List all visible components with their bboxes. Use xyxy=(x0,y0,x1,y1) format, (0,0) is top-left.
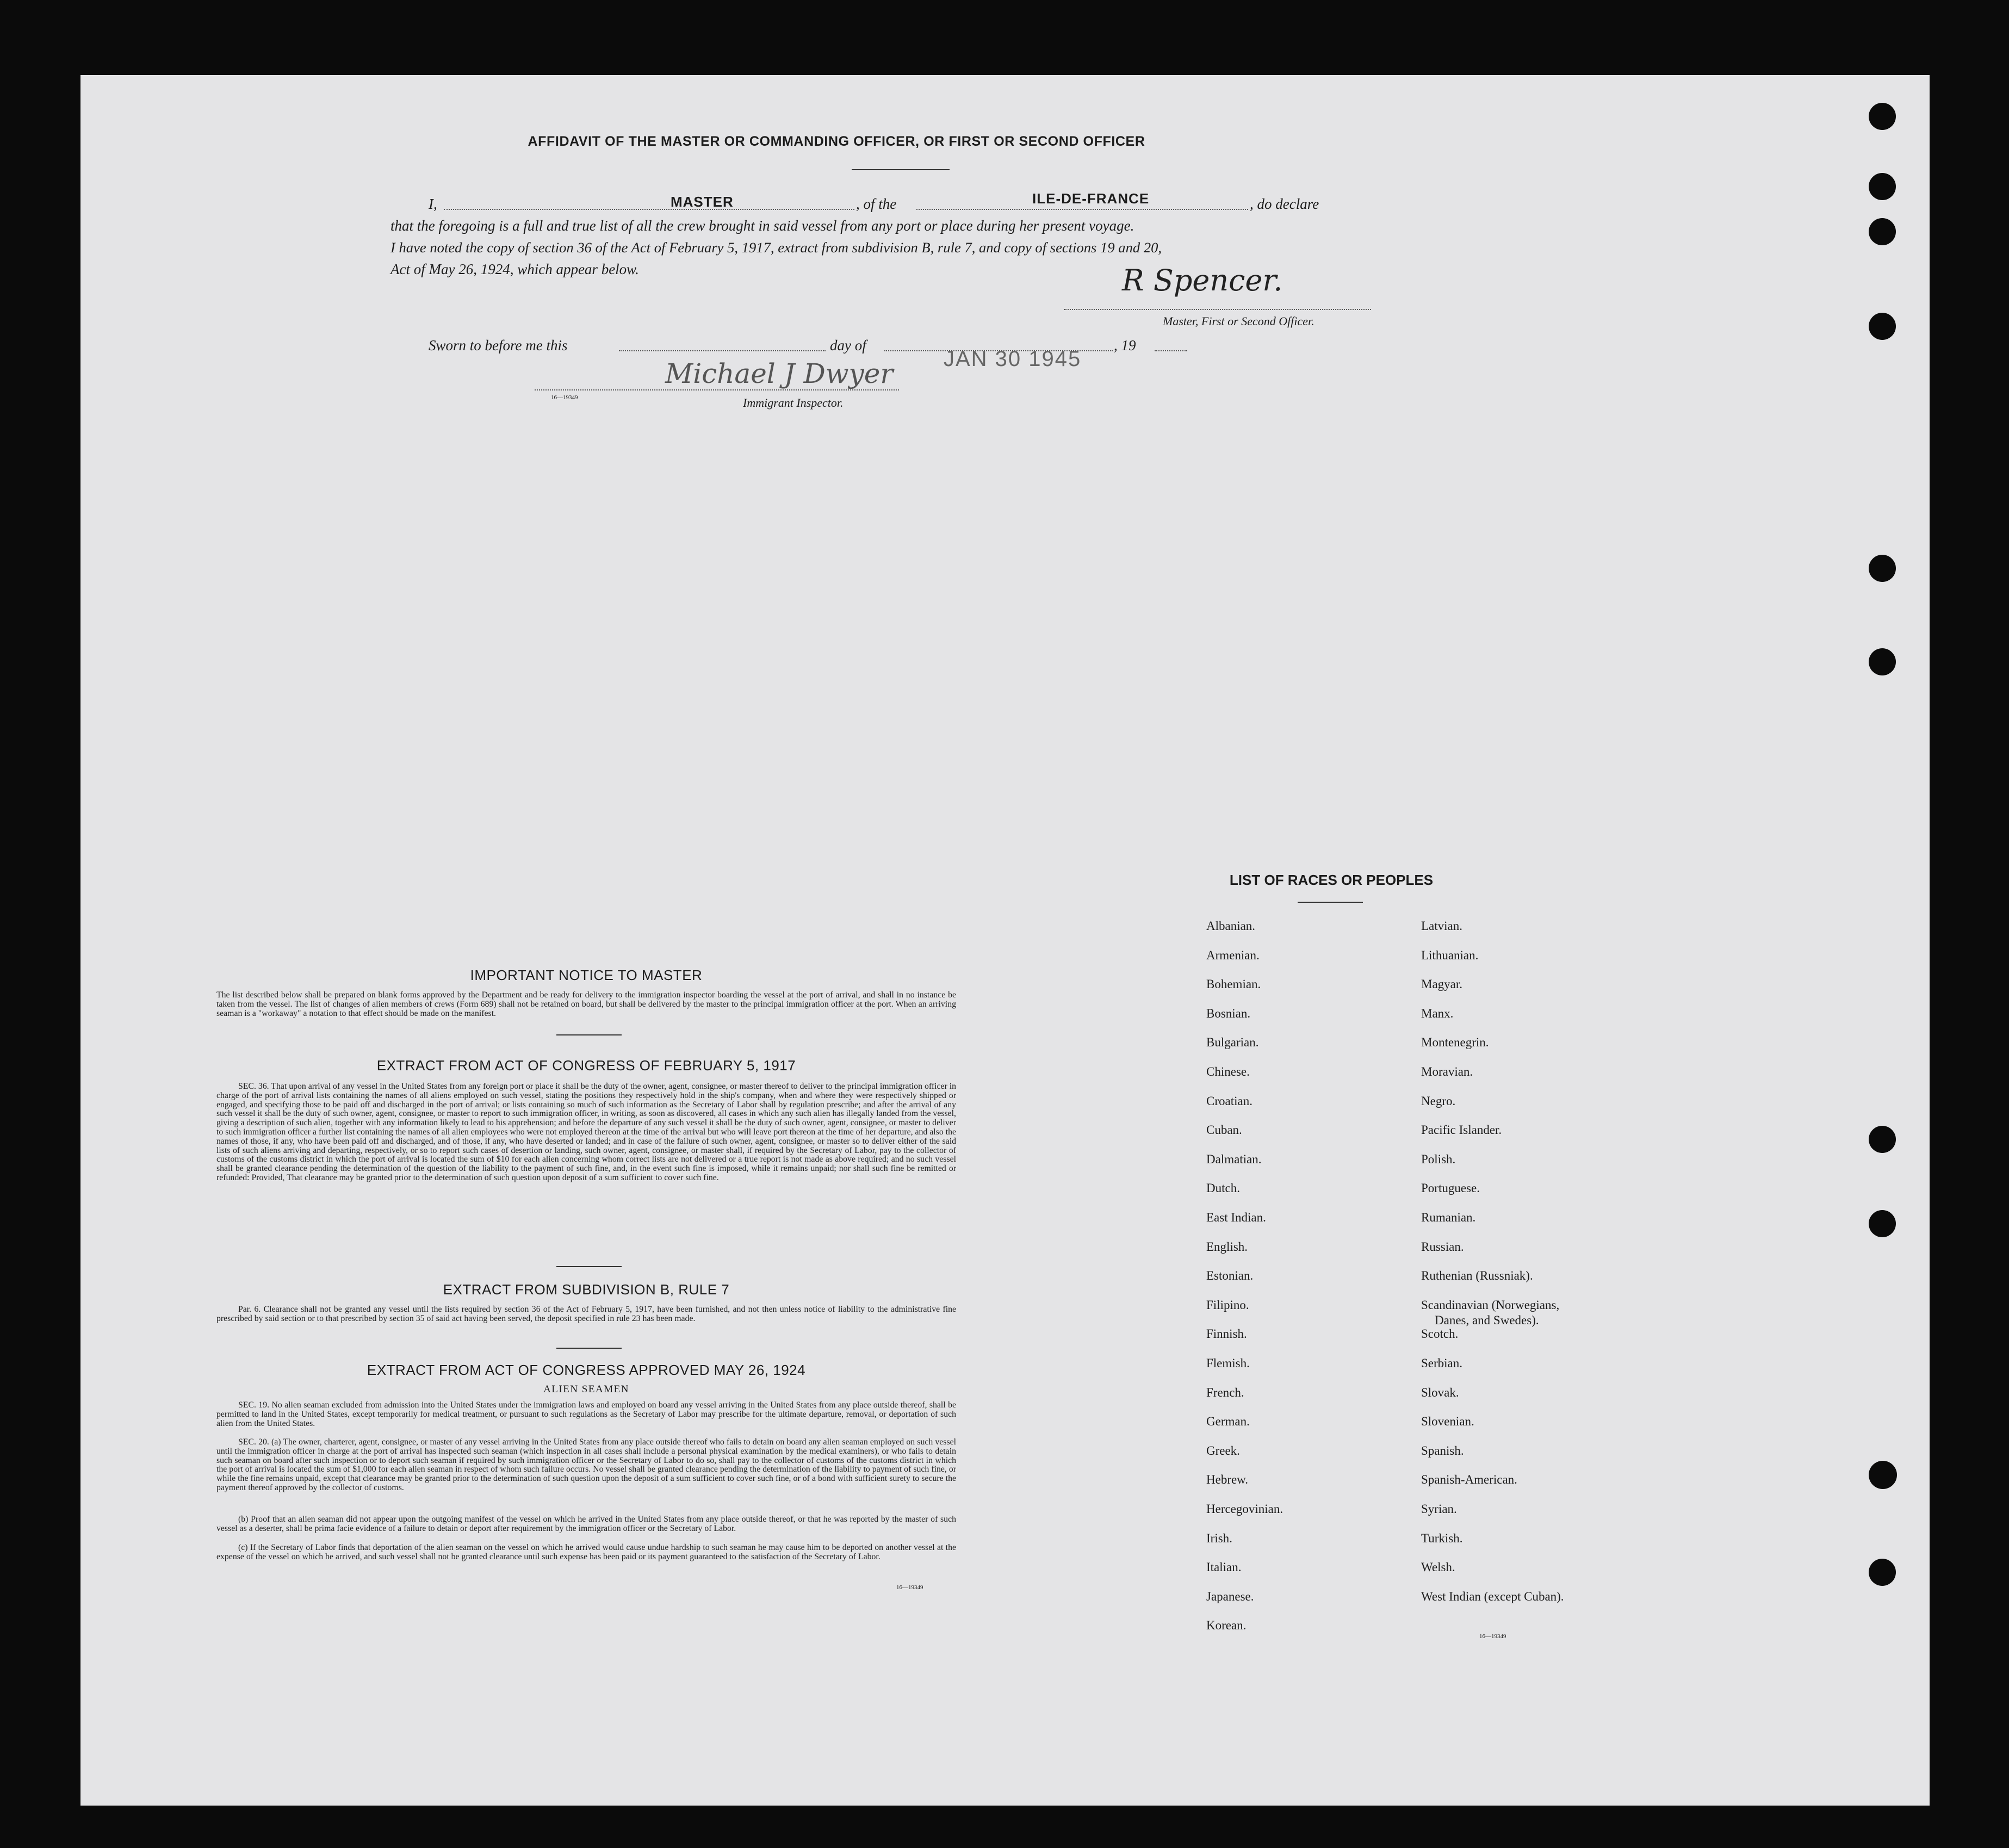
sworn-day-line xyxy=(619,350,826,351)
binder-hole xyxy=(1869,555,1896,582)
master-title-stamp: MASTER xyxy=(671,194,734,210)
declaration-prefix: I, xyxy=(429,196,437,212)
race-item: Armenian. xyxy=(1206,948,1260,962)
race-item: Bosnian. xyxy=(1206,1006,1251,1020)
date-stamp: JAN 30 1945 xyxy=(944,347,1082,371)
race-item: Dutch. xyxy=(1206,1181,1240,1195)
extract-1924-subtitle: ALIEN SEAMEN xyxy=(543,1384,629,1395)
binder-hole xyxy=(1869,313,1896,340)
race-item: French. xyxy=(1206,1385,1244,1399)
inspector-signature: Michael J Dwyer xyxy=(665,358,894,389)
race-item: Spanish-American. xyxy=(1421,1473,1517,1487)
race-item: Greek. xyxy=(1206,1443,1240,1458)
race-item: Flemish. xyxy=(1206,1356,1250,1370)
subdivision-b-body: Par. 6. Clearance shall not be granted any vessel until the lists required by section 36 of the Act of February 5, 1917, have been furnished, and not then unless notice of liability to the administrative fine prescribed by said section or to that prescribed by section 35 of said act having been served, the deposit specified in rule 23 has been made. xyxy=(216,1305,956,1323)
binder-hole xyxy=(1869,173,1896,200)
declaration-suffix: , do declare xyxy=(1250,196,1319,212)
declaration-line-2: that the foregoing is a full and true list of all the crew brought in said vessel from any port or place during her present voyage. xyxy=(390,218,1134,234)
races-divider xyxy=(1298,902,1363,903)
race-item: Welsh. xyxy=(1421,1560,1455,1574)
race-item: Finnish. xyxy=(1206,1327,1247,1341)
race-item: Filipino. xyxy=(1206,1298,1249,1312)
affidavit-form-number: 16—19349 xyxy=(551,394,578,401)
extract-1917-divider xyxy=(556,1266,622,1267)
extract-1917-body: SEC. 36. That upon arrival of any vessel in the United States from any foreign port or place it shall be the duty of the owner, agent, consignee, or master thereof to deliver to the principal immigration officer in charge of the port of arrival lists containing the names of all aliens employed on such vessel, stating the positions they respectively hold in the ship's company, when and where they were respectively shipped or engaged, and specifying those to be paid off and discharged in the port of arrival; or lists containing so much of such information as the Secretary of Labor shall by regulation prescribe; and after the arrival of any such vessel it shall be the duty of such owner, agent, consignee, or master to report to such immigration officer, in writing, as soon as discovered, all cases in which any such alien has illegally landed from the vessel, giving a description of such alien, together with any information likely to lead to his apprehension; and before the departure of any such vessel it shall be the duty of such owner, agent, consignee, or master to deliver to such immigration officer a further list containing the names of all alien employees who were not employed thereon at the time of the arrival but who will leave port thereon at the time of her departure, and also the names of those, if any, who have been paid off and discharged, and of those, if any, who have deserted or landed; and in case of the failure of such owner, agent, consignee, or master so to deliver either of the said lists of such aliens arriving and departing, respectively, or so to report such cases of desertion or landing, such owner, agent, consignee, or master shall, if required by the Secretary of Labor, pay to the collector of customs of the customs district in which the port of arrival is located the sum of $10 for each alien concerning whom correct lists are not delivered or a true report is not made as above required; and no such vessel shall be granted clearance pending the determination of the question of the liability to the payment of such fine, and, in the event such fine is imposed, while it remains unpaid; nor shall such fine be remitted or refunded: Provided, That clearance may be granted prior to the determination of such question upon deposit of a sum sufficient to cover such fine. xyxy=(216,1082,956,1182)
race-item: Slovak. xyxy=(1421,1385,1459,1399)
binder-hole xyxy=(1869,103,1896,130)
race-item: East Indian. xyxy=(1206,1211,1266,1224)
race-item: Scandinavian (Norwegians, xyxy=(1421,1298,1560,1312)
sworn-year-line xyxy=(1155,350,1187,351)
binder-hole xyxy=(1869,1559,1896,1586)
sworn-prefix: Sworn to before me this xyxy=(429,337,568,354)
sworn-day-of: day of xyxy=(830,337,866,354)
notice-title: IMPORTANT NOTICE TO MASTER xyxy=(470,967,703,983)
races-title: LIST OF RACES OR PEOPLES xyxy=(1229,872,1434,888)
vessel-fill-line xyxy=(916,209,1248,210)
race-item: Pacific Islander. xyxy=(1421,1123,1502,1137)
races-form-number: 16—19349 xyxy=(1479,1633,1506,1640)
extract-1924-form-number: 16—19349 xyxy=(896,1584,923,1591)
notice-divider xyxy=(556,1034,622,1035)
race-item: Lithuanian. xyxy=(1421,948,1479,962)
race-item: Albanian. xyxy=(1206,919,1256,933)
master-signature-line xyxy=(1064,309,1371,310)
race-item: West Indian (except Cuban). xyxy=(1421,1589,1564,1603)
master-fill-line xyxy=(444,209,854,210)
notice-body: The list described below shall be prepared on blank forms approved by the Department and be ready for delivery to the immigration inspector boarding the vessel at the port of arrival, and shall in no instance be taken from the vessel. The list of changes of alien members of crews (Form 689) shall not be retained on board, but shall be delivered by the master to the principal immigration officer at the port. When an arriving seaman is a "workaway" a notation to that effect should be made on the manifest. xyxy=(216,990,956,1018)
subdivision-b-title: EXTRACT FROM SUBDIVISION B, RULE 7 xyxy=(443,1281,730,1298)
binder-hole xyxy=(1869,1210,1896,1237)
race-item: Syrian. xyxy=(1421,1502,1457,1516)
inspector-signature-line xyxy=(535,389,899,390)
race-item: Hercegovinian. xyxy=(1206,1502,1283,1516)
inspector-caption: Immigrant Inspector. xyxy=(743,396,844,410)
race-item: Portuguese. xyxy=(1421,1181,1480,1195)
race-item: German. xyxy=(1206,1415,1250,1429)
race-item: Rumanian. xyxy=(1421,1211,1476,1224)
extract-1917-title: EXTRACT FROM ACT OF CONGRESS OF FEBRUARY 5, 1917 xyxy=(376,1057,796,1074)
race-item: Japanese. xyxy=(1206,1589,1254,1603)
race-item: Croatian. xyxy=(1206,1094,1252,1108)
title-divider xyxy=(852,169,950,170)
master-caption: Master, First or Second Officer. xyxy=(1163,314,1314,328)
race-item: Bulgarian. xyxy=(1206,1035,1259,1050)
race-item: Spanish. xyxy=(1421,1443,1464,1458)
race-item: Serbian. xyxy=(1421,1356,1463,1370)
race-item: Chinese. xyxy=(1206,1065,1250,1078)
race-item: Manx. xyxy=(1421,1006,1454,1020)
race-item: Polish. xyxy=(1421,1152,1456,1166)
vessel-name-stamp: ILE-DE-FRANCE xyxy=(1032,190,1150,207)
race-item: English. xyxy=(1206,1239,1248,1254)
race-item: Scotch. xyxy=(1421,1327,1459,1341)
race-item: Bohemian. xyxy=(1206,977,1261,991)
binder-hole xyxy=(1869,218,1896,245)
race-item: Turkish. xyxy=(1421,1531,1463,1545)
race-item: Dalmatian. xyxy=(1206,1152,1262,1166)
extract-1924-sec19: SEC. 19. No alien seaman excluded from admission into the United States under the immigration laws and employed on board any vessel arriving in the United States from any place outside thereof, shall be permitted to land in the United States, except temporarily for medical treatment, or pursuant to such regulations as the Secretary of Labor may prescribe for the ultimate departure, removal, or deportation of such alien from the United States. xyxy=(216,1400,956,1428)
declaration-line-3: I have noted the copy of section 36 of the Act of February 5, 1917, extract from subdivision B, rule 7, and copy of sections 19 and 20, xyxy=(390,239,1162,256)
race-item: Italian. xyxy=(1206,1560,1242,1574)
race-item: Montenegrin. xyxy=(1421,1035,1489,1050)
binder-hole xyxy=(1869,1461,1897,1489)
race-item: Ruthenian (Russniak). xyxy=(1421,1269,1533,1283)
master-signature: R Spencer. xyxy=(1122,263,1283,297)
race-item: Negro. xyxy=(1421,1094,1456,1108)
manifest-page xyxy=(80,75,1930,1806)
extract-1924-sec20c: (c) If the Secretary of Labor finds that deportation of the alien seaman on the vessel on which he arrived would cause undue hardship to such seaman he may cause him to be deported on another vessel at the expense of the vessel on which he arrived, and such vessel shall not be granted clearance until such expense has been paid or its payment guaranteed to the satisfaction of the Secretary of Labor. xyxy=(216,1543,956,1561)
race-item: Magyar. xyxy=(1421,977,1463,991)
affidavit-title: AFFIDAVIT OF THE MASTER OR COMMANDING OFFICER, OR FIRST OR SECOND OFFICER xyxy=(528,134,1145,149)
race-item: Irish. xyxy=(1206,1531,1232,1545)
declaration-mid: , of the xyxy=(856,196,897,212)
race-item: Korean. xyxy=(1206,1618,1247,1633)
binder-hole xyxy=(1869,1126,1896,1153)
subdivision-b-divider xyxy=(556,1348,622,1349)
binder-hole xyxy=(1869,648,1896,675)
race-item: Slovenian. xyxy=(1421,1415,1474,1429)
extract-1924-sec20a: SEC. 20. (a) The owner, charterer, agent, consignee, or master of any vessel arriving in the United States from any place outside thereof who fails to detain on board any alien seaman employed on such vessel until the immigration officer in charge at the port of arrival has inspected such seaman (which inspection in all cases shall include a personal physical examination by the medical examiners), or who fails to detain such seaman on board after such inspection or to deport such seaman if required by such immigration officer or the Secretary of Labor to do so, shall pay to the collector of customs of the customs district in which the port of arrival is located the sum of $1,000 for each alien seaman in respect of whom such failure occurs. No vessel shall be granted clearance pending the determination of the liability to payment of such fine, or while the fine remains unpaid, except that clearance may be granted prior to the determination of such question upon the deposit of a sum sufficient to cover such fine, or of a bond with sufficient surety to secure the payment thereof approved by the collector of customs. xyxy=(216,1437,956,1492)
declaration-line-4: Act of May 26, 1924, which appear below. xyxy=(390,261,639,277)
race-item: Danes, and Swedes). xyxy=(1435,1313,1539,1327)
extract-1924-title: EXTRACT FROM ACT OF CONGRESS APPROVED MAY 26, 1924 xyxy=(367,1362,806,1378)
race-item: Estonian. xyxy=(1206,1269,1254,1283)
race-item: Hebrew. xyxy=(1206,1473,1249,1487)
sworn-year: , 19 xyxy=(1114,337,1136,354)
race-item: Latvian. xyxy=(1421,919,1462,933)
race-item: Cuban. xyxy=(1206,1123,1242,1137)
race-item: Moravian. xyxy=(1421,1065,1473,1078)
race-item: Russian. xyxy=(1421,1239,1464,1254)
extract-1924-sec20b: (b) Proof that an alien seaman did not appear upon the outgoing manifest of the vessel on which he arrived in the United States from any place outside thereof, or that he was reported by the master of such vessel as a deserter, shall be prima facie evidence of a failure to detain or deport after requirement by the immigration officer or the Secretary of Labor. xyxy=(216,1515,956,1533)
